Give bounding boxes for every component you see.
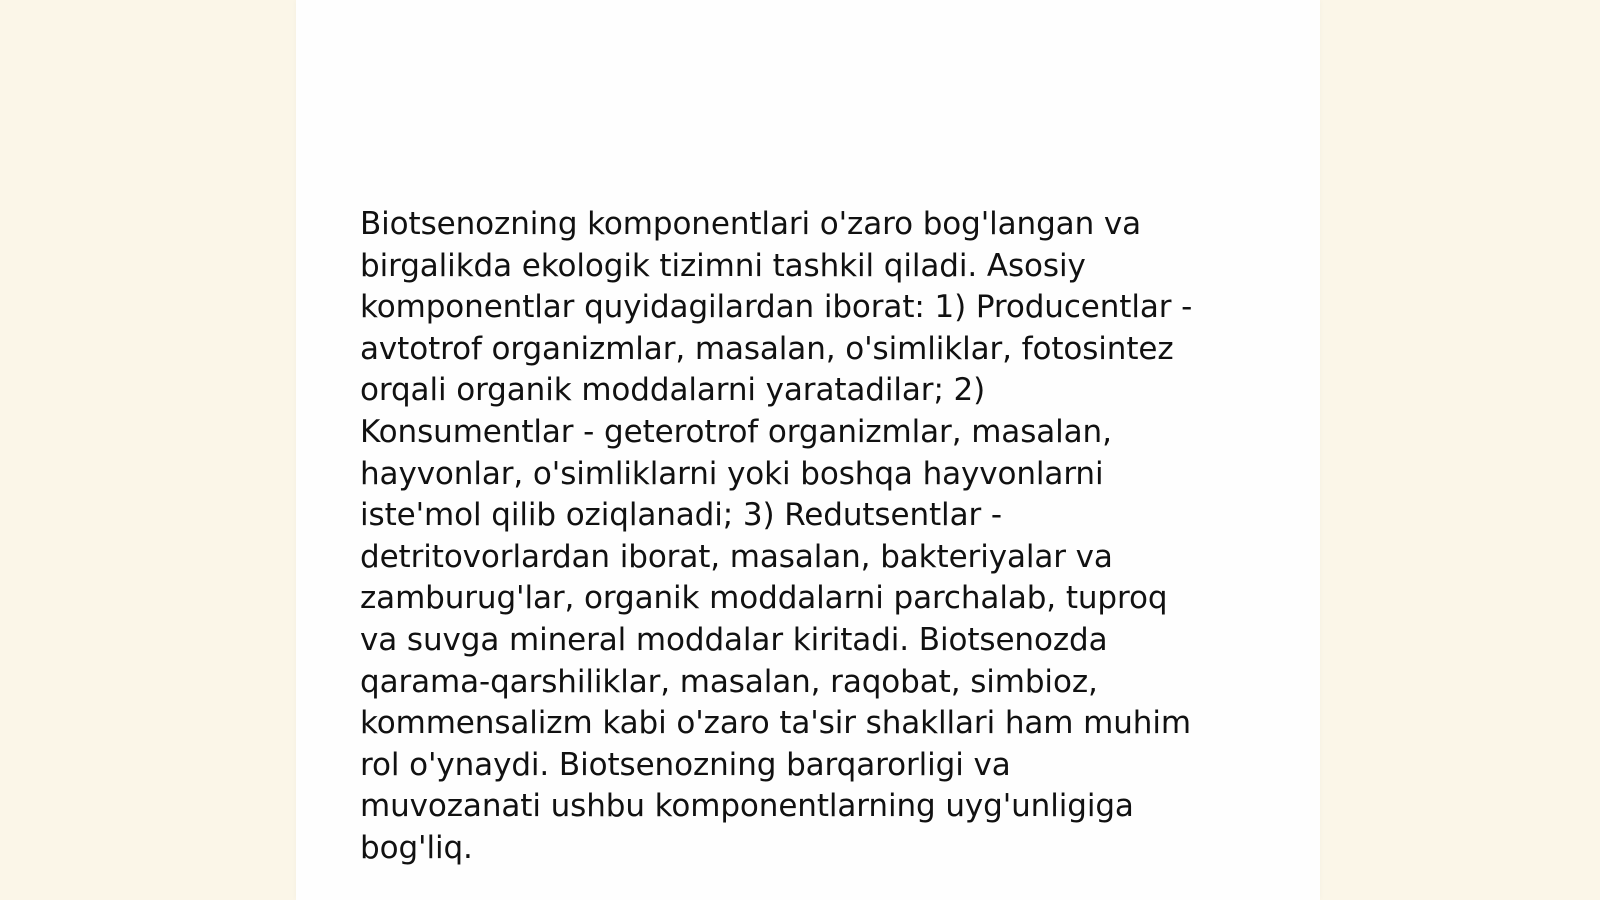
- paragraph-line: zamburug'lar, organik moddalarni parchalab, tuproq: [360, 580, 1168, 617]
- paragraph-line: bog'liq.: [360, 829, 473, 866]
- paragraph-line: komponentlar quyidagilardan iborat: 1) Producentlar -: [360, 289, 1193, 326]
- paragraph-line: va suvga mineral moddalar kiritadi. Biotsenozda: [360, 621, 1108, 658]
- paragraph-line: Biotsenozning komponentlari o'zaro bog'langan va: [360, 206, 1142, 242]
- paragraph-line: avtotrof organizmlar, masalan, o'simliklar, fotosintez: [360, 330, 1174, 367]
- paragraph-line: muvozanati ushbu komponentlarning uyg'unligiga: [360, 788, 1134, 825]
- paragraph-line: qarama-qarshiliklar, masalan, raqobat, simbioz,: [360, 663, 1098, 700]
- paragraph-line: hayvonlar, o'simliklarni yoki boshqa hayvonlarni: [360, 455, 1104, 492]
- paragraph-line: kommensalizm kabi o'zaro ta'sir shakllari ham muhim: [360, 705, 1191, 742]
- body-paragraph: [360, 204, 1260, 870]
- paragraph-line: rol o'ynaydi. Biotsenozning barqarorligi va: [360, 746, 1011, 783]
- paragraph-line: orqali organik moddalarni yaratadilar; 2): [360, 372, 986, 409]
- paragraph-line: iste'mol qilib oziqlanadi; 3) Redutsentlar -: [360, 497, 1002, 534]
- slide-page: [296, 0, 1320, 900]
- paragraph-line: detritovorlardan iborat, masalan, bakteriyalar va: [360, 538, 1113, 575]
- paragraph-line: birgalikda ekologik tizimni tashkil qiladi. Asosiy: [360, 247, 1086, 284]
- paragraph-line: Konsumentlar - geterotrof organizmlar, masalan,: [360, 413, 1112, 450]
